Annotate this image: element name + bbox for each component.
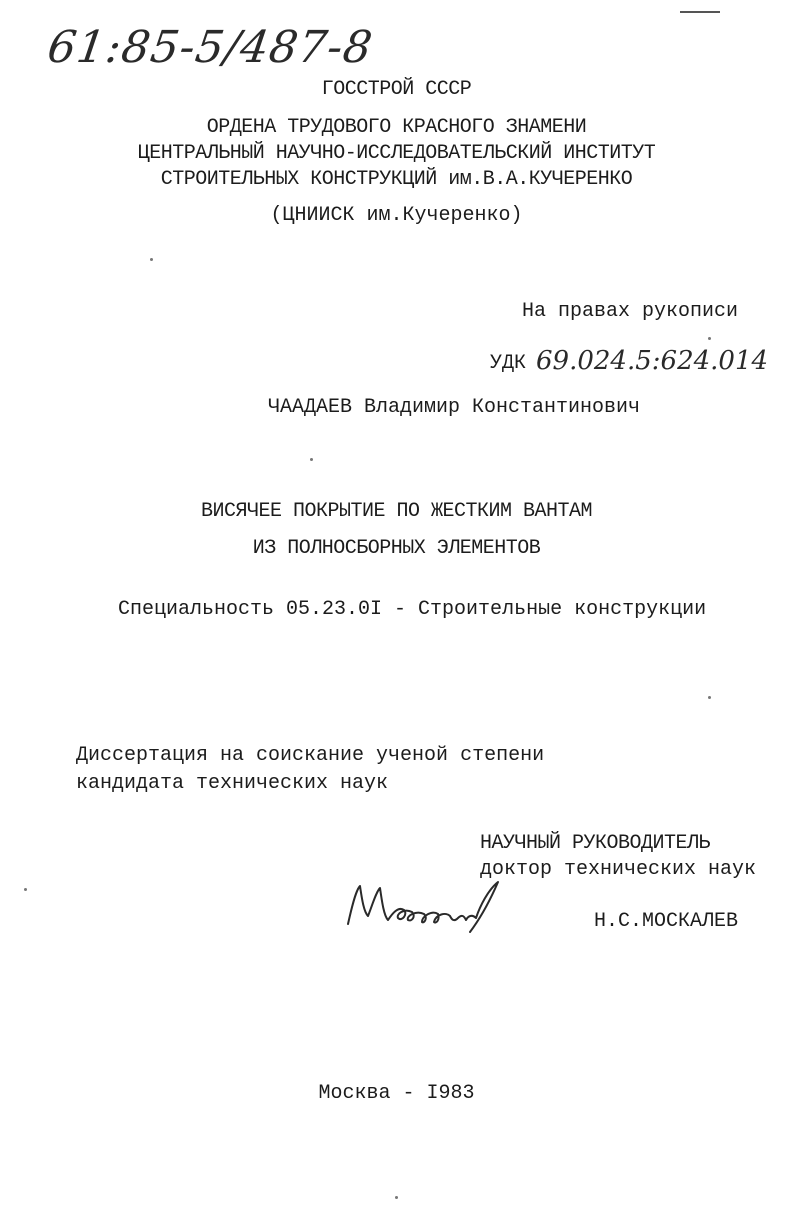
scan-speck (150, 258, 153, 261)
supervisor-signature (342, 876, 512, 936)
manuscript-rights: На правах рукописи (522, 300, 739, 323)
scan-speck (395, 1196, 398, 1199)
supervisor-degree: доктор технических наук (480, 858, 757, 881)
agency-name: ГОССТРОЙ СССР (321, 78, 472, 101)
thesis-title-line-1: ВИСЯЧЕЕ ПОКРЫТИЕ ПО ЖЕСТКИМ ВАНТАМ (200, 500, 593, 523)
supervisor-name: Н.С.МОСКАЛЕВ (594, 910, 739, 933)
udk-code-handwritten: 69.024.5:624.014 (536, 346, 769, 376)
author-name: ЧААДАЕВ Владимир Константинович (268, 396, 641, 419)
thesis-title-line-2: ИЗ ПОЛНОСБОРНЫХ ЭЛЕМЕНТОВ (252, 537, 541, 560)
scan-speck (708, 337, 711, 340)
dissertation-line-2: кандидата технических наук (76, 772, 389, 795)
institute-line-1: ОРДЕНА ТРУДОВОГО КРАСНОГО ЗНАМЕНИ (206, 116, 587, 139)
dissertation-line-1: Диссертация на соискание ученой степени (76, 744, 545, 767)
scan-speck (24, 888, 27, 891)
specialty: Специальность 05.23.0I - Строительные конструкции (118, 598, 707, 621)
supervisor-role: НАУЧНЫЙ РУКОВОДИТЕЛЬ (480, 832, 711, 855)
institute-line-3: СТРОИТЕЛЬНЫХ КОНСТРУКЦИЙ им.В.А.КУЧЕРЕНКО (160, 168, 633, 191)
udk-label: УДК (490, 352, 527, 375)
institute-line-2: ЦЕНТРАЛЬНЫЙ НАУЧНО-ИССЛЕДОВАТЕЛЬСКИЙ ИНСТИТУТ (137, 142, 656, 165)
scan-speck (310, 458, 313, 461)
scan-speck (708, 696, 711, 699)
archive-code-handwritten: 61:85-5/487-8 (44, 22, 376, 73)
institute-abbreviation: (ЦНИИСК им.Кучеренко) (270, 204, 523, 227)
corner-mark (680, 11, 720, 13)
city-year: Москва - I983 (318, 1082, 475, 1105)
